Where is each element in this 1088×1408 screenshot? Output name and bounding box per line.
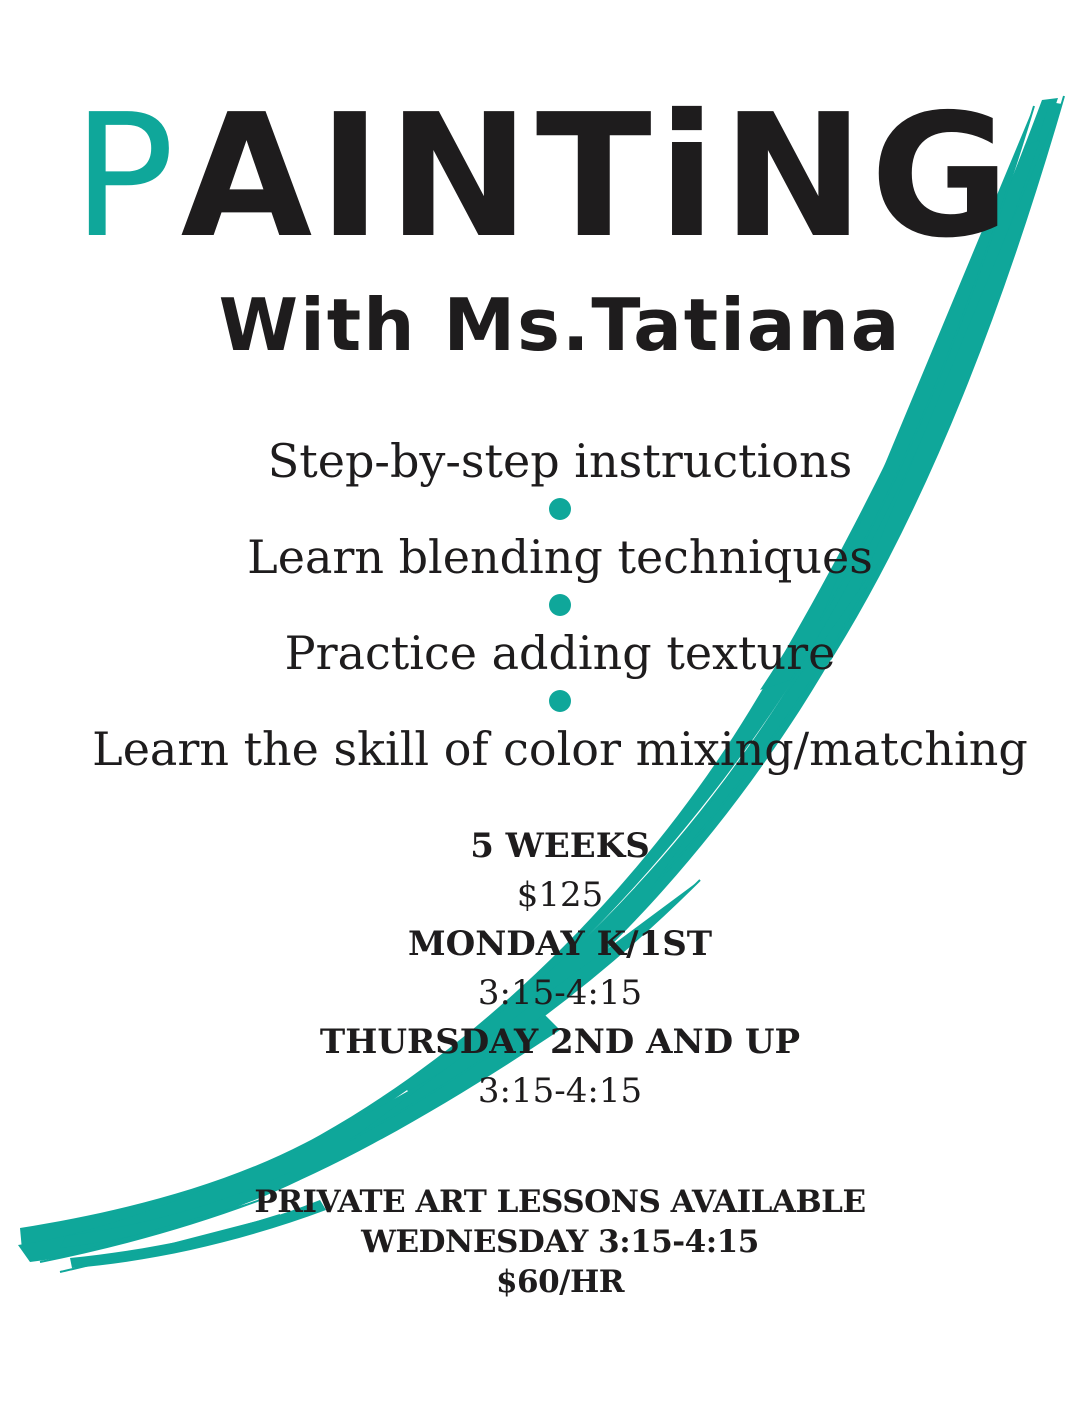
bullet-dot-icon: [549, 498, 571, 520]
features-list: [0, 432, 1088, 778]
monday-class-label: MONDAY K/1ST: [407, 924, 713, 964]
feature-item-blending: Learn blending techniques: [247, 530, 873, 584]
thursday-class-time: 3:15-4:15: [477, 1071, 643, 1111]
schedule-block: [0, 822, 1088, 1116]
monday-class-time: 3:15-4:15: [477, 973, 643, 1013]
bullet-separator: [0, 682, 1088, 720]
title-first-letter: P: [72, 78, 181, 276]
private-lessons-day-time: WEDNESDAY 3:15-4:15: [361, 1224, 759, 1260]
title-rest: AINTiNG: [180, 78, 1016, 276]
duration-label: 5 WEEKS: [470, 826, 650, 866]
bullet-dot-icon: [549, 594, 571, 616]
feature-item-texture: Practice adding texture: [284, 626, 836, 680]
private-lessons-block: [0, 1182, 1088, 1302]
subtitle: With Ms.Tatiana: [218, 283, 902, 367]
bullet-separator: [0, 490, 1088, 528]
bullet-dot-icon: [549, 690, 571, 712]
bullet-separator: [0, 586, 1088, 624]
thursday-class-label: THURSDAY 2ND AND UP: [319, 1022, 801, 1062]
feature-item-step-by-step: Step-by-step instructions: [267, 434, 853, 488]
private-lessons-rate: $60/HR: [495, 1264, 625, 1300]
private-lessons-headline: PRIVATE ART LESSONS AVAILABLE: [254, 1184, 866, 1220]
price-label: $125: [516, 875, 604, 915]
feature-item-color-mixing: Learn the skill of color mixing/matching: [92, 722, 1028, 776]
page-title: [0, 78, 1088, 276]
